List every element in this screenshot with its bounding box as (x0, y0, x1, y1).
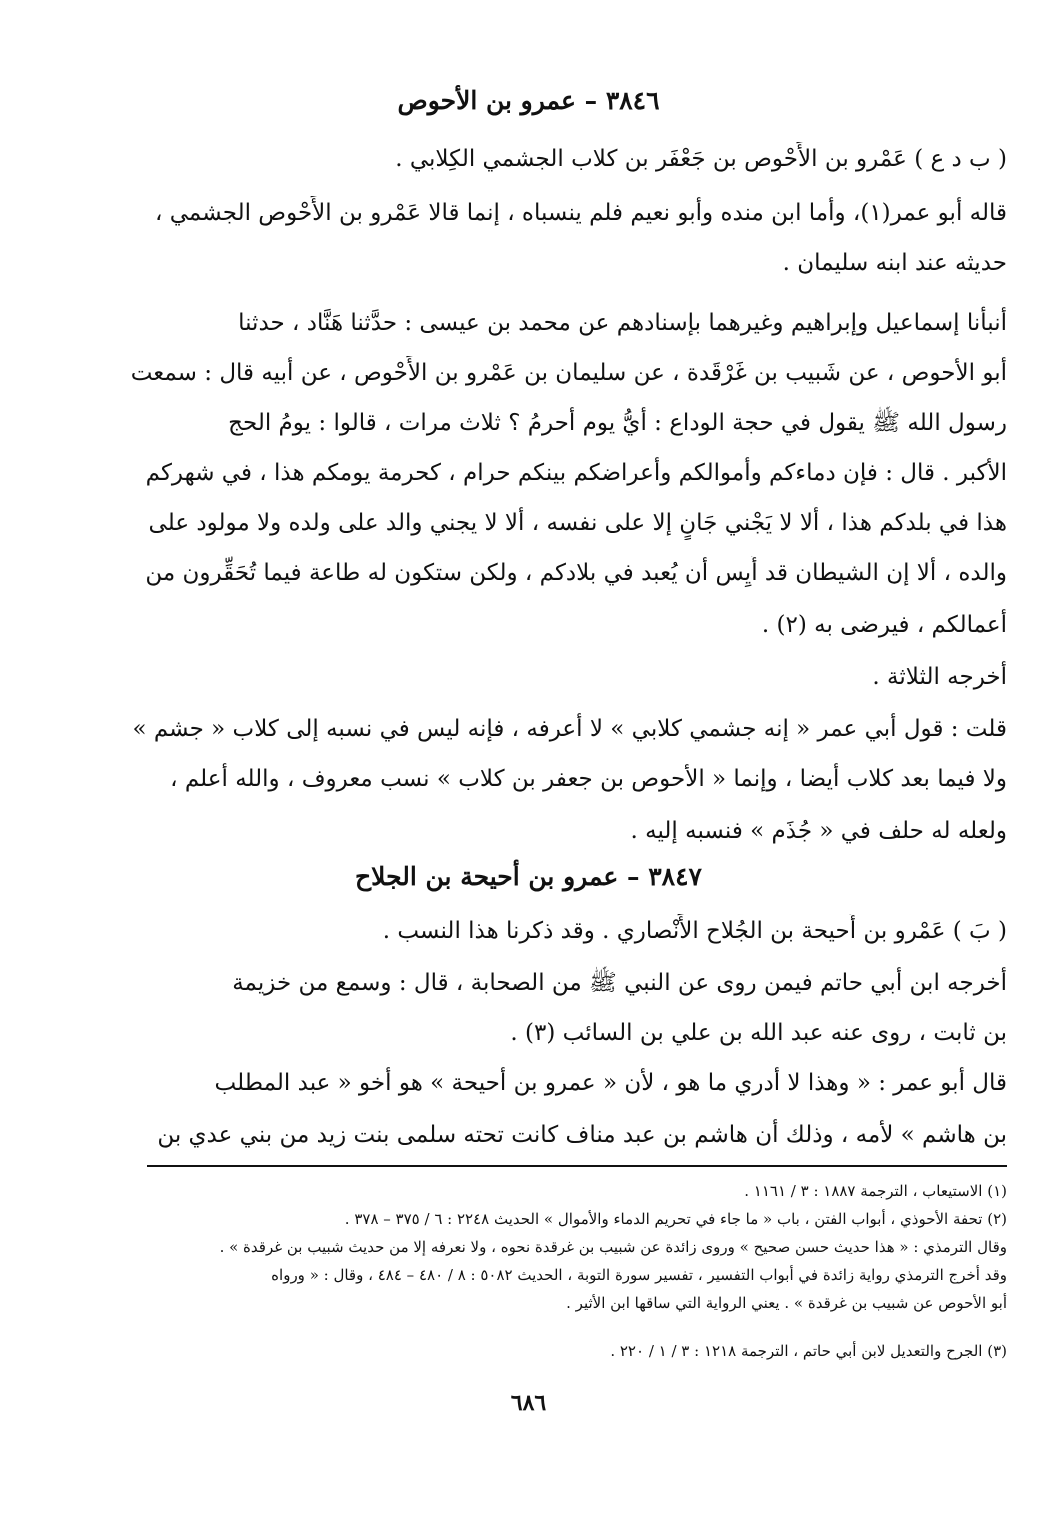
entry-3846-line: هذا في بلدكم هذا ، ألا لا يَجْني جَانٍ إلا على نفسه ، ألا لا يجني والد على ولده ولا مولود على (148, 510, 1007, 536)
entry-heading-3846: ٣٨٤٦ – عمرو بن الأحوص (397, 86, 660, 115)
entry-3846-line: ولا فيما بعد كلاب أيضا ، وإنما « الأحوص بن جعفر بن كلاب » نسب معروف ، والله أعلم ، (170, 766, 1007, 792)
entry-3846-line: الأكبر . قال : فإن دماءكم وأموالكم وأعراضكم بينكم حرام ، كحرمة يومكم هذا ، في شهركم (145, 460, 1007, 486)
entry-3847-line: أخرجه ابن أبي حاتم فيمن روى عن النبي ﷺ من الصحابة ، قال : وسمع من خزيمة (232, 970, 1007, 996)
entry-3847-line: قال أبو عمر : « وهذا لا أدري ما هو ، لأن « عمرو بن أحيحة » هو أخو « عبد المطلب (214, 1070, 1007, 1096)
entry-3847-line: بن ثابت ، روى عنه عبد الله بن علي بن السائب (٣) . (510, 1020, 1007, 1046)
entry-3846-line: والده ، ألا إن الشيطان قد أَيِس أن يُعبد في بلادكم ، ولكن ستكون له طاعة فيما تُحَقِّرون من (145, 560, 1007, 586)
page-number: ٦٨٦ (510, 1390, 547, 1416)
entry-heading-3847: ٣٨٤٧ – عمرو بن أحيحة بن الجلاح (355, 862, 702, 891)
entry-3846-line: أنبأنا إسماعيل وإبراهيم وغيرهما بإسنادهم عن محمد بن عيسى : حدَّثنا هَنَّاد ، حدثنا (238, 310, 1007, 336)
footnote-divider (147, 1165, 1007, 1167)
footnote-line: (٣) الجرح والتعديل لابن أبي حاتم ، الترجمة ١٢١٨ : ٣ / ١ / ٢٢٠ . (610, 1342, 1007, 1360)
footnote-line: أبو الأحوص عن شبيب بن غرقدة » . يعني الرواية التي ساقها ابن الأثير . (566, 1294, 1007, 1312)
entry-3846-line: قلت : قول أبي عمر « إنه جشمي كلابي » لا أعرفه ، فإنه ليس في نسبه إلى كلاب « جشم » (132, 716, 1007, 742)
footnote-line: (١) الاستيعاب ، الترجمة ١٨٨٧ : ٣ / ١١٦١ . (744, 1182, 1007, 1200)
entry-3846-line: أبو الأحوص ، عن شَبيب بن غَرْقَدة ، عن سليمان بن عَمْرو بن الأَحْوص ، عن أبيه قال : سمعت (130, 360, 1007, 386)
entry-3846-line: ( ب د ع ) عَمْرو بن الأَحْوص بن جَعْفَر بن كلاب الجشمي الكِلابي . (395, 146, 1007, 172)
entry-3847-line: بن هاشم » لأمه ، وذلك أن هاشم بن عبد مناف كانت تحته سلمى بنت زيد من بني عدي بن (157, 1122, 1007, 1148)
entry-3846-line: أخرجه الثلاثة . (872, 664, 1007, 690)
entry-3846-line: ولعله له حلف في « جُذَم » فنسبه إليه . (630, 818, 1007, 844)
entry-3846-line: رسول الله ﷺ يقول في حجة الوداع : أيُّ يوم أحرمُ ؟ ثلاث مرات ، قالوا : يومُ الحج (228, 410, 1007, 436)
entry-3847-line: ( بَ ) عَمْرو بن أُحيحة بن الجُلاح الأَنْصاري . وقد ذكرنا هذا النسب . (382, 918, 1007, 944)
entry-3846-line: أعمالكم ، فيرضى به (٢) . (761, 612, 1007, 638)
entry-3846-line: حديثه عند ابنه سليمان . (782, 250, 1007, 276)
footnote-line: (٢) تحفة الأحوذي ، أبواب الفتن ، باب « ما جاء في تحريم الدماء والأموال » الحديث ٢٢٤٨ : ٦ / ٣٧٥ – ٣٧٨ . (344, 1210, 1007, 1228)
footnote-line: وقد أخرج الترمذي رواية زائدة في أبواب التفسير ، تفسير سورة التوبة ، الحديث ٥٠٨٢ : ٨ / ٤٨٠ – ٤٨٤ ، وقال : « ورواه (271, 1266, 1007, 1284)
footnote-line: وقال الترمذي : « هذا حديث حسن صحيح » وروى زائدة عن شبيب بن غرقدة نحوه ، ولا نعرفه إلا من حديث شبيب بن غرقدة » . (219, 1238, 1007, 1256)
entry-3846-line: قاله أبو عمر(١)، وأما ابن منده وأبو نعيم فلم ينسباه ، إنما قالا عَمْرو بن الأَحْوص الجشمي ، (155, 200, 1007, 226)
